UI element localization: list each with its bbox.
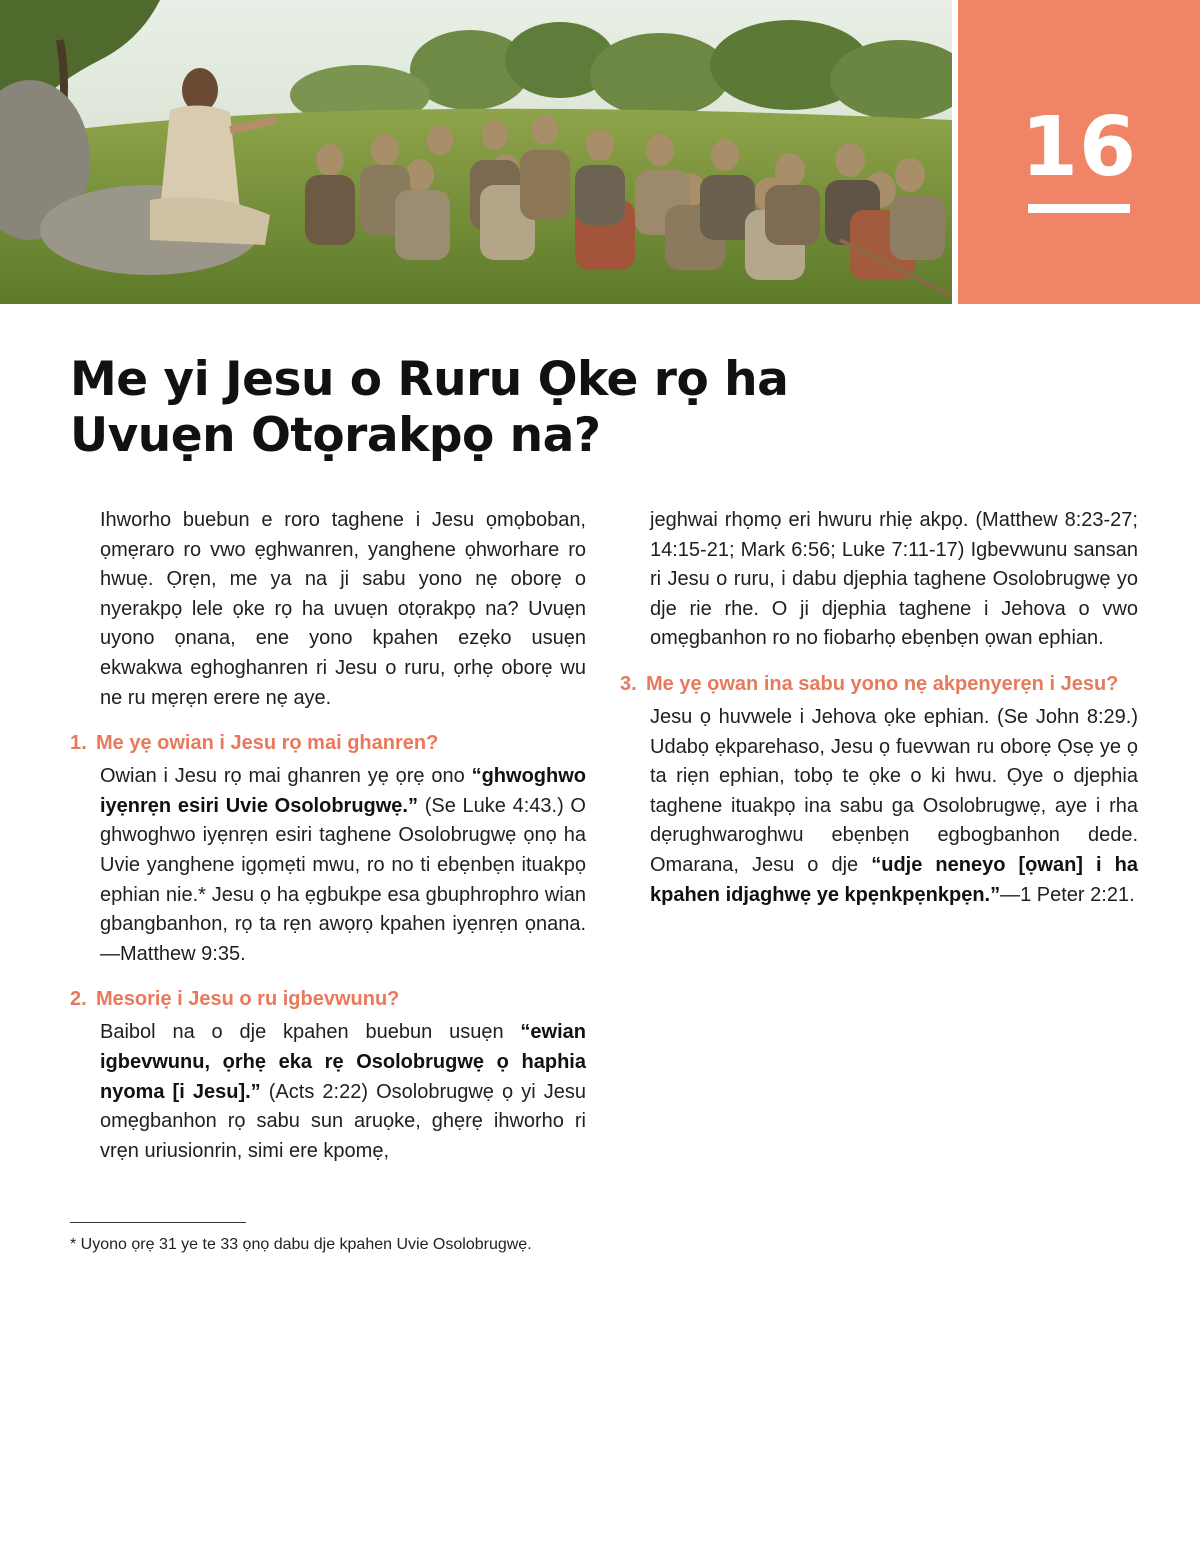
question-number: 2. [70,988,87,1011]
right-column [620,506,1138,910]
answer-text: (Acts 2:22) Osolobrugwẹ ọ yi Jesu omẹgbanhon rọ sabu sun aruọke, ghẹrẹ ihworho ri vrẹn uriusionrin, simi ere kpomẹ, [100,1080,586,1162]
answer-2-continued: jeghwai rhọmọ eri hwuru rhiẹ akpọ. (Matthew 8:23-27; 14:15-21; Mark 6:56; Luke 7:11-17) Igbevwunu sansan ri Jesu o ruru, i dabu djephia taghene Osolobrugwẹ yo dje rie rhe. O ji djephia taghene i Jehova o vwo omẹgbanhon ro no fiobarhọ ebẹnbẹn ọwan ephian. [650,509,1138,650]
hero-photo [0,0,952,304]
question-3 [620,670,1138,699]
question-1 [70,729,586,758]
lesson-number-box [958,0,1200,304]
jesus-teaching-crowd-photo [0,0,952,304]
intro-paragraph: Ihworho buebun e roro taghene i Jesu ọmọboban, ọmẹraro ro vwo ẹghwanren, yanghene ọhworhare ro hwuẹ. Ọrẹn, me ya na ji sabu yono nẹ oborẹ o nyerakpọ lele ọke rọ ha uvuẹn otọrakpọ na? Uvuẹn uyono ọnana, ene yono kpahen ezẹko usuẹn ekwakwa eghoghanren ri Jesu o ruru, ọrhẹ oborẹ wu ne ru mẹrẹn erere nẹ aye. [100,509,586,709]
lesson-number: 16 [1020,100,1138,195]
answer-2 [100,1018,586,1166]
footnote-divider [70,1222,246,1223]
question-2 [70,985,586,1014]
answer-quote: “ewian igbevwunu, ọrhẹ eka rẹ Osolobrugwẹ ọ haphia nyoma [i Jesu].” [100,1021,586,1103]
page-title: Me yi Jesu o Ruru Ọke rọ ha Uvuẹn Otọrakpọ na? [70,352,789,463]
answer-quote: “ghwoghwo iyẹnrẹn esiri Uvie Osolobrugwẹ.” [100,765,586,817]
lesson-number-underline [1028,204,1130,213]
answer-text: Jesu ọ huvwele i Jehova ọke ephian. (Se John 8:29.) Udabọ ẹkparehaso, Jesu ọ fuevwan ru oborẹ Ọsẹ ye ọ ta riẹn ephian, tobọ te ọke o ki hwu. Ọye o djephia taghene ituakpọ ina sabu ga Osolobrugwẹ, aye i rha dẹrughwaroghwu ebẹnbẹn egbogbanhon dede. Omarana, Jesu o dje [650,705,1138,876]
answer-1 [100,762,586,969]
question-text: Mesoriẹ i Jesu o ru igbevwunu? [96,988,400,1011]
question-number: 3. [620,672,637,695]
answer-text: (Se Luke 4:43.) O ghwoghwo iyẹnrẹn esiri taghene Osolobrugwẹ ọnọ ha Uvie yanghene igọmẹti mwu, ro no ti ebẹnbẹn ituakpọ ephian nie.* Jesu ọ ha ẹgbukpe esa gbuphrophro wian gbangbanhon, rọ ta rẹn awọrọ kpahen iyẹnrẹn ọnana.—Matthew 9:35. [100,794,586,965]
footnote: * Uyono ọrẹ 31 ye te 33 ọnọ dabu dje kpahen Uvie Osolobrugwẹ. [70,1236,532,1253]
question-text: Me yẹ owian i Jesu rọ mai ghanren? [96,732,439,755]
question-number: 1. [70,732,87,755]
answer-text: Owian i Jesu rọ mai ghanren yẹ ọrẹ ono [100,765,472,788]
answer-text: —1 Peter 2:21. [1000,883,1135,906]
answer-quote: “udje neneyo [ọwan] i ha kpahen idjaghwẹ ye kpẹnkpẹnkpẹn.” [650,853,1138,906]
left-column [70,506,586,1166]
answer-3 [650,703,1138,910]
question-text: Me yẹ ọwan ina sabu yono nẹ akpenyerẹn i Jesu? [646,672,1119,695]
answer-text: Baibol na o dje kpahen buebun usuẹn [100,1021,521,1044]
